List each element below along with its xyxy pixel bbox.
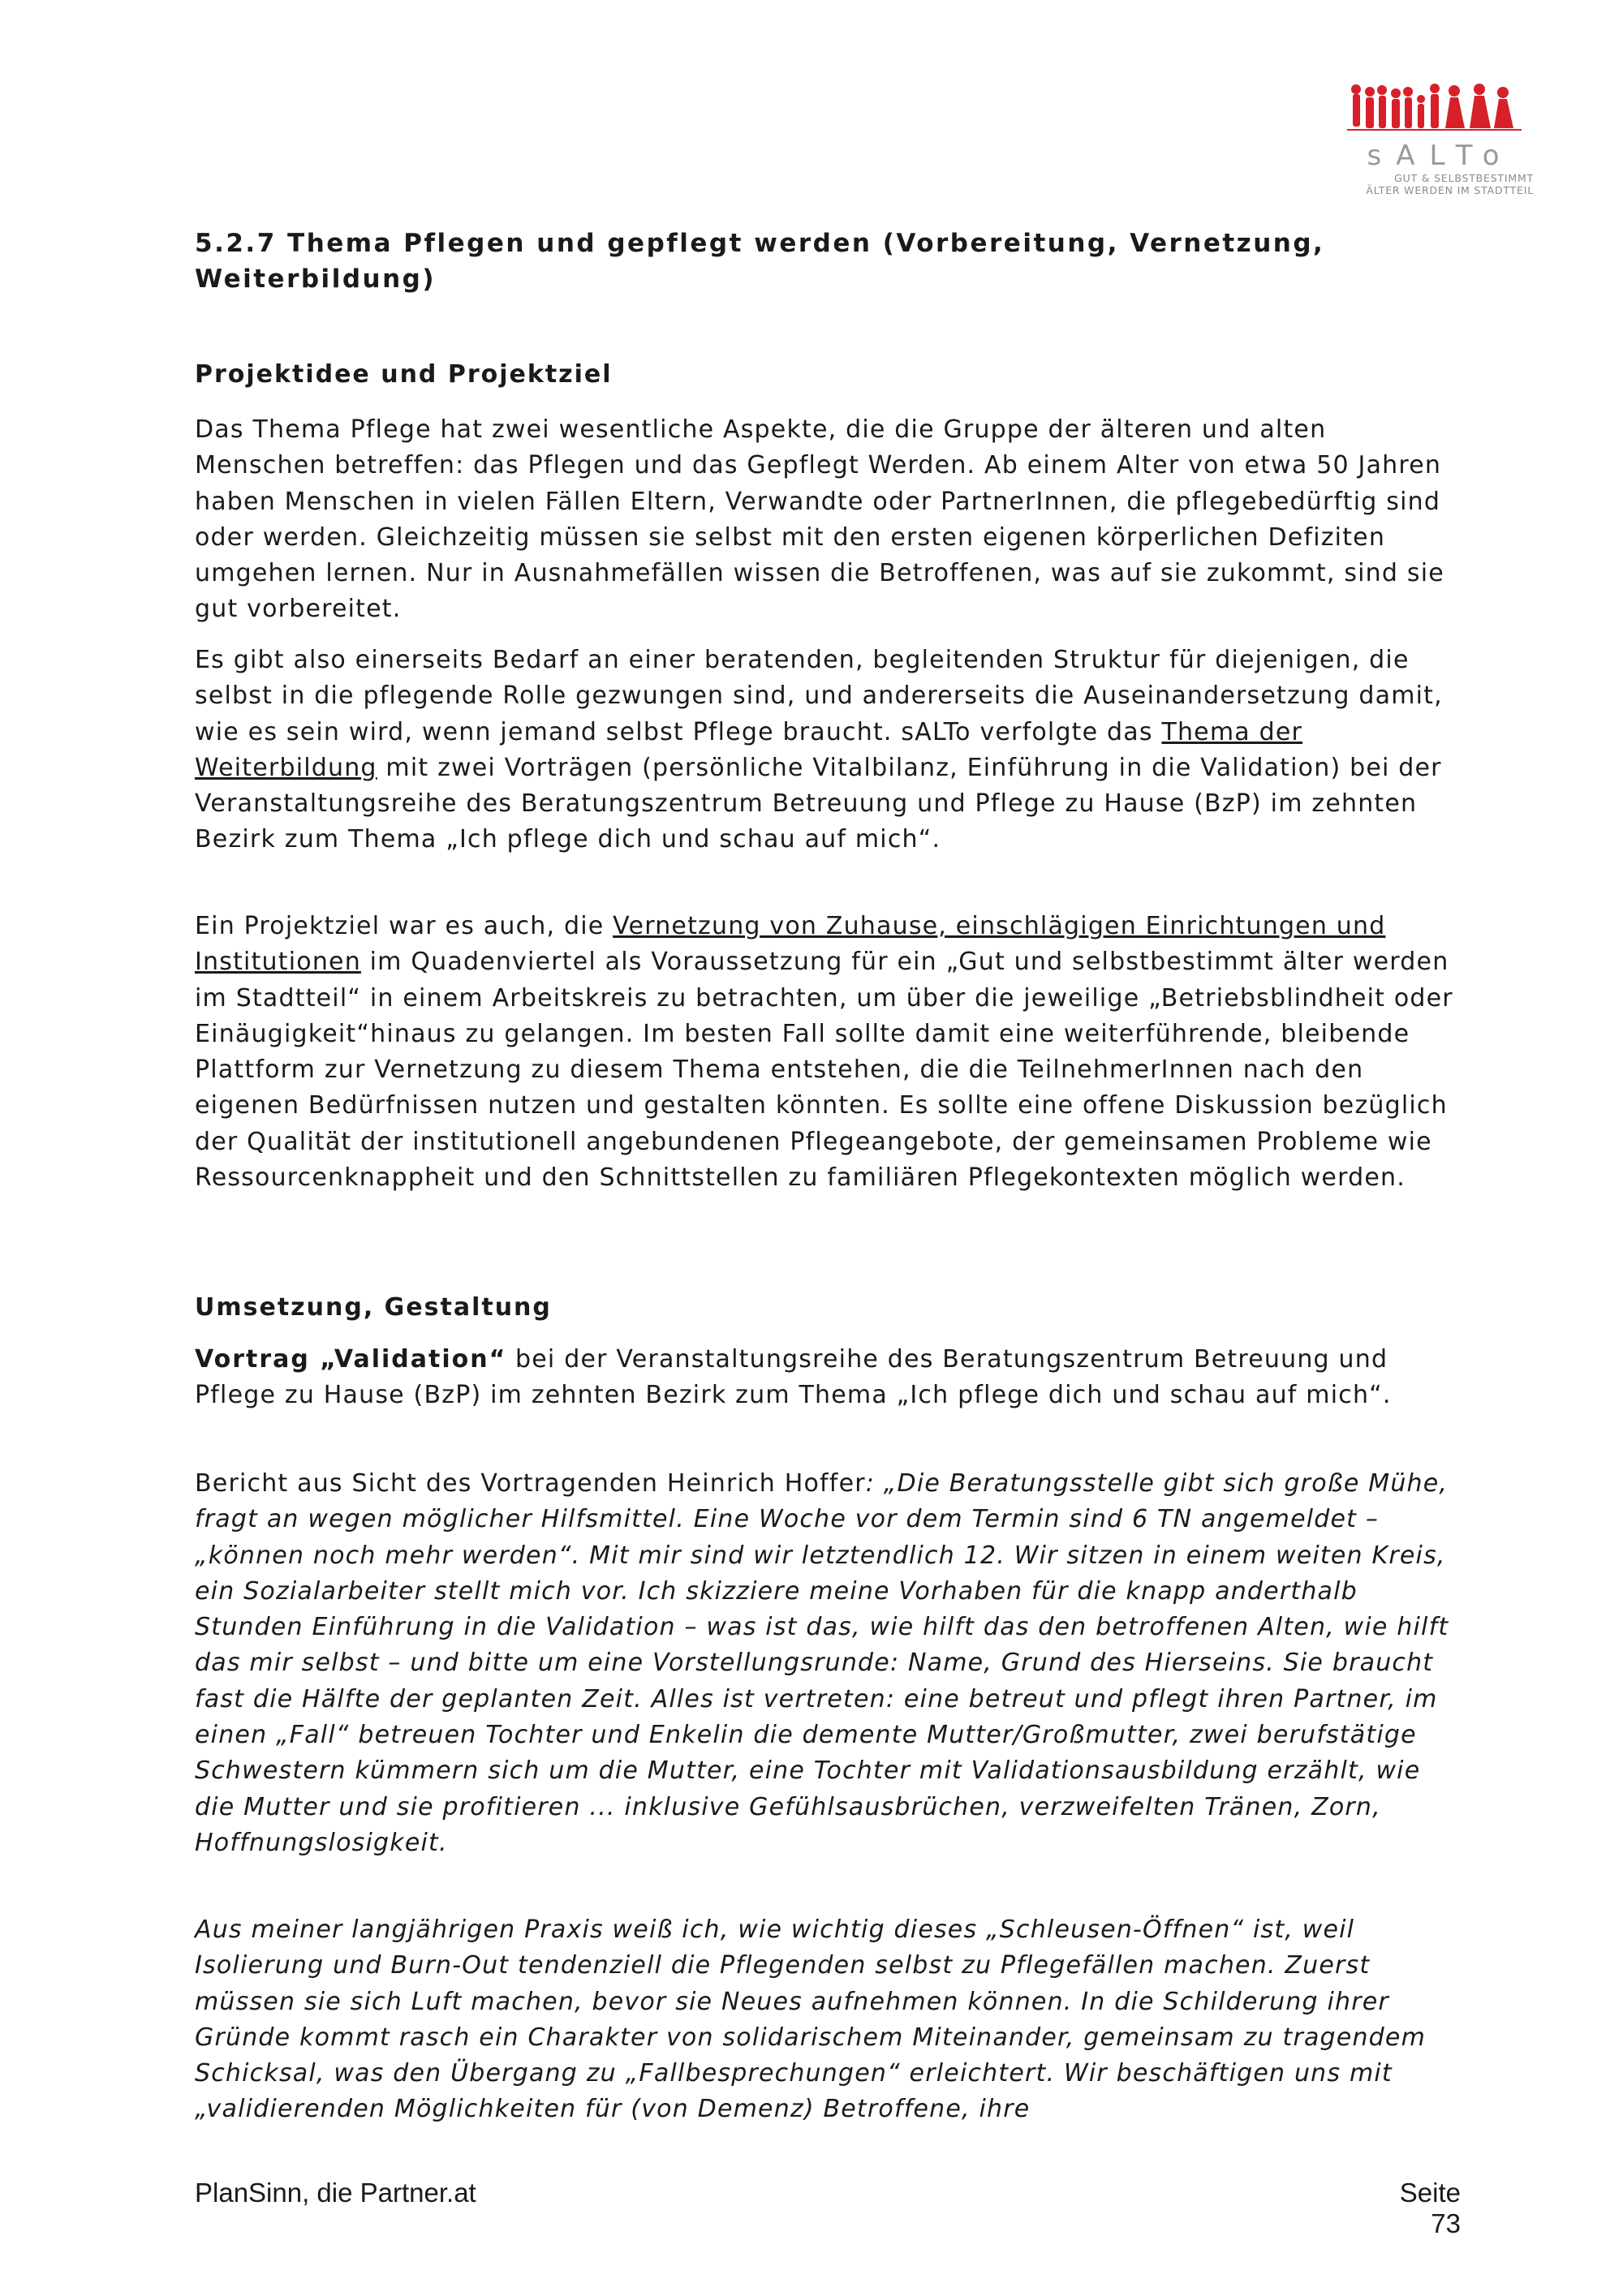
p3-underlined-phrase: Vernetzung von Zuhause, einschlägigen Einrichtungen und Institutionen	[195, 912, 1386, 977]
heading-line-2: Weiterbildung)	[195, 264, 437, 294]
section1-paragraph-2	[195, 643, 1461, 858]
logo-word: sALTo	[1367, 140, 1514, 172]
p2-underlined-phrase: Thema der Weiterbildung	[195, 717, 1303, 782]
logo-text-block	[1347, 140, 1534, 196]
section2-paragraph-1	[195, 1342, 1461, 1414]
section1-paragraph-1: Das Thema Pflege hat zwei wesentliche Aspekte, die die Gruppe der älteren und alten Menschen betreffen: das Pflegen und das Gepflegt Werden. Ab einem Alter von etwa 50 Jahren haben Menschen in vielen Fällen Eltern, Verwandte oder PartnerInnen, die pflegebedürftig sind oder werden. Gleichzeitig müssen sie selbst mit den ersten eigenen körperlichen Defiziten umgehen lernen. Nur in Ausnahmefällen wissen die Betroffenen, was auf sie zukommt, sind sie gut vorbereitet.	[195, 415, 1444, 624]
footer-page-number: Seite 73	[1399, 2178, 1461, 2238]
p3-text-a: Ein Projektziel war es auch, die	[195, 912, 613, 940]
section2-title: Umsetzung, Gestaltung	[195, 1293, 552, 1322]
p3-text-b: im Quadenviertel als Voraussetzung für ein „Gut und selbstbestimmt älter werden im Stadtteil“ in einem Arbeitskreis zu betrachten, um über die jeweilige „Betriebsblindheit oder Einäugigkeit“hinaus zu gelangen. Im besten Fall sollte damit eine weiterführende, bleibende Plattform zur Vernetzung zu diesem Thema entstehen, die die TeilnehmerInnen nach den eigenen Bedürfnissen nutzen und gestalten könnten. Es sollte eine offene Diskussion bezüglich der Qualität der institutionell angebundenen Pflegeangebote, der gemeinsamen Probleme wie Ressourcenknappheit und den Schnittstellen zu familiären Pflegekontexten möglich werden.	[195, 948, 1453, 1193]
s2p1-bold-lead: Vortrag „Validation“	[195, 1345, 507, 1374]
logo-tagline-1: GUT & SELBSTBESTIMMT	[1394, 172, 1534, 184]
section2-paragraph-3: Aus meiner langjährigen Praxis weiß ich, wie wichtig dieses „Schleusen-Öffnen“ ist, weil Isolierung und Burn-Out tendenziell die Pflegenden selbst zu Pflegefällen machen. Zuerst müssen sie sich Luft machen, bevor sie Neues aufnehmen können. In die Schilderung ihrer Gründe kommt rasch ein Charakter von solidarischem Miteinander, gemeinsam zu tragendem Schicksal, was den Übergang zu „Fallbesprechungen“ erleichtert. Wir beschäftigen uns mit „validierenden Möglichkeiten für (von Demenz) Betroffene, ihre	[195, 1915, 1426, 2124]
s2p2-lead: Bericht aus Sicht des Vortragenden Heinrich Hoffer	[195, 1469, 866, 1498]
p2-text-b: mit zwei Vorträgen (persönliche Vitalbilanz, Einführung in die Validation) bei der Veranstaltungsreihe des Beratungszentrum Betreuung und Pflege zu Hause (BzP) im zehnten Bezirk zum Thema „Ich pflege dich und schau auf mich“.	[195, 753, 1442, 854]
s2p1-text: bei der Veranstaltungsreihe des Beratungszentrum Betreuung und Pflege zu Hause (BzP) im zehnten Bezirk zum Thema „Ich pflege dich und schau auf mich“.	[195, 1345, 1392, 1410]
s2p2-quote: : „Die Beratungsstelle gibt sich große Mühe, fragt an wegen möglicher Hilfsmittel. Eine Woche vor dem Termin sind 6 TN angemeldet – „können noch mehr werden“. Mit mir sind wir letztendlich 12. Wir sitzen in einem weiten Kreis, ein Sozialarbeiter stellt mich vor. Ich skizziere meine Vorhaben für die knapp anderthalb Stunden Einführung in die Validation – was ist das, wie hilft das den betroffenen Alten, wie hilft das mir selbst – und bitte um eine Vorstellungsrunde: Name, Grund des Hierseins. Sie braucht fast die Hälfte der geplanten Zeit. Alles ist vertreten: eine betreut und pflegt ihren Partner, im einen „Fall“ betreuen Tochter und Enkelin die demente Mutter/Großmutter, zwei berufstätige Schwestern kümmern sich um die Mutter, eine Tochter mit Validationsausbildung erzählt, wie die Mutter und sie profitieren ... inklusive Gefühlsausbrüchen, verzweifelten Tränen, Zorn, Hoffnungslosigkeit.	[195, 1469, 1449, 1857]
p2-text-a: Es gibt also einerseits Bedarf an einer beratenden, begleitenden Struktur für diejenigen, die selbst in die pflegende Rolle gezwungen sind, und andererseits die Auseinandersetzung damit, wie es sein wird, wenn jemand selbst Pflege braucht. sALTo verfolgte das	[195, 646, 1443, 746]
section1-paragraph-3	[195, 909, 1461, 1196]
section2-paragraph-2	[195, 1466, 1461, 1861]
heading-line-1: 5.2.7 Thema Pflegen und gepflegt werden (Vorbereitung, Vernetzung,	[195, 229, 1325, 258]
logo-tagline-2: ÄLTER WERDEN IM STADTTEIL	[1366, 184, 1534, 196]
footer-publisher: PlanSinn, die Partner.at	[195, 2178, 476, 2208]
section1-title: Projektidee und Projektziel	[195, 360, 613, 389]
section-heading	[195, 226, 1461, 297]
